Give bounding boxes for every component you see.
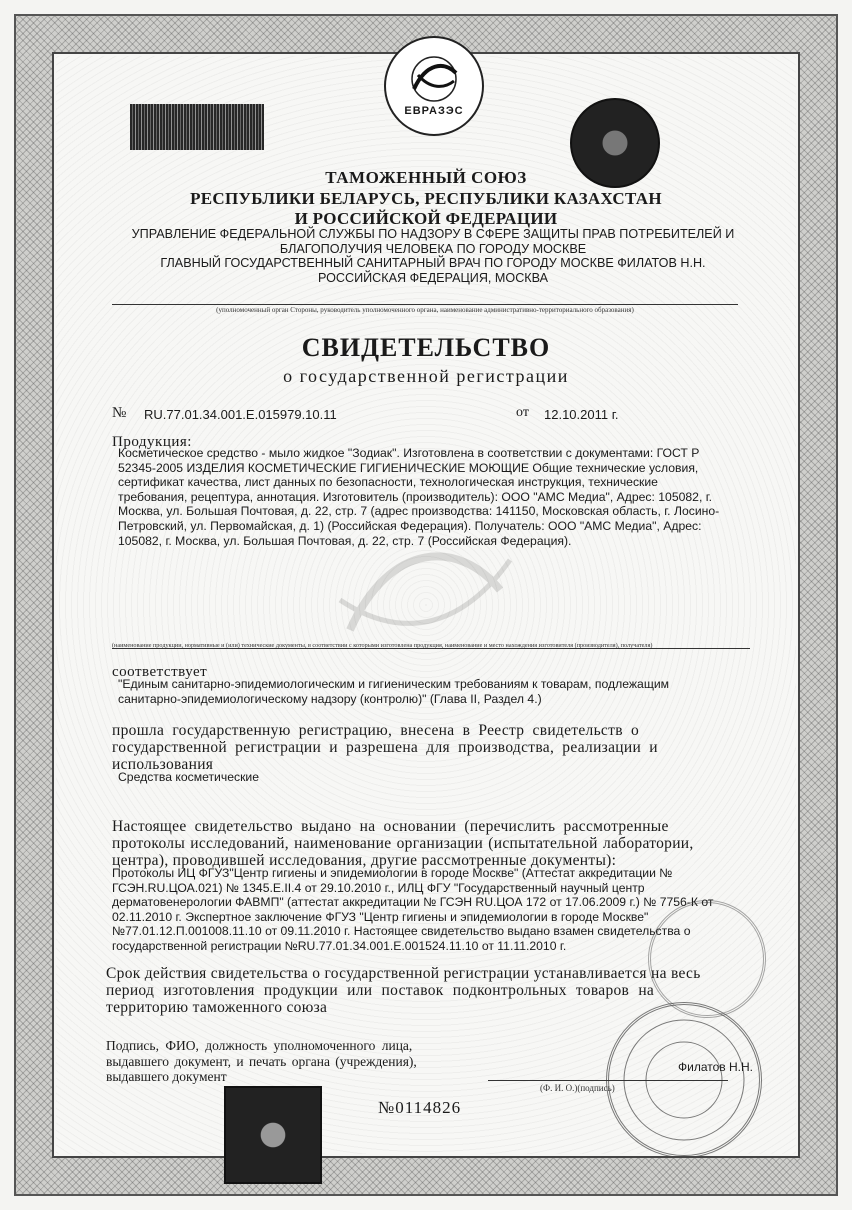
registry-line: государственной регистрации и разрешена для производства, реализации и [112,739,658,756]
date-label: от [516,405,529,420]
registry-line: прошла государственную регистрацию, внесена в Реестр свидетельств о [112,722,640,739]
conformity-line: санитарно-эпидемиологическому надзору (контролю)" (Глава II, Раздел 4.) [118,691,542,706]
product-description [118,446,758,548]
registry-line: использования [112,756,214,773]
basis-detail-line: №77.01.12.П.001008.11.10 от 09.11.2010 г. Настоящее свидетельство выдано взамен свидетельства о [112,924,691,939]
authority-line-4: РОССИЙСКАЯ ФЕДЕРАЦИЯ, МОСКВА [317,270,549,285]
authority-underline [112,304,738,305]
signature-caption [106,1038,486,1085]
signature-caption-line: Подпись, ФИО, должность уполномоченного лица, [106,1038,413,1053]
product-label: Продукция: [112,434,192,450]
signatory-name: Филатов Н.Н. [678,1060,753,1074]
conformity-label: соответствует [112,664,208,680]
basis-line: протоколы исследований, наименование организации (испытательной лаборатории, [112,835,694,852]
usage-field: Средства косметические [118,770,260,784]
validity-line: территорию таможенного союза [106,999,328,1016]
union-title: ТАМОЖЕННЫЙ СОЮЗ [325,168,527,187]
product-line: 105082, г. Москва, ул. Большая Почтовая, д. 22, стр. 7 (Российская Федерация). [118,533,572,548]
basis-detail-line: 02.11.2010 г. Экспертное заключение ФГУЗ "Центр гигиены и эпидемиологии в городе Москве" [112,909,649,924]
fio-caption: (Ф. И. О.)(подпись) [540,1083,615,1093]
authority-caption: (уполномоченный орган Стороны, руководитель уполномоченного органа, наименование административно-территориального образования) [216,306,634,314]
basis-detail-line: ГСЭН.RU.ЦОА.021) № 1345.Е.II.4 от 29.10.2010 г., ИЛЦ ФГУ "Государственный научный центр [112,880,645,895]
registry-statement [112,722,756,773]
conformity-line: "Единым санитарно-эпидемиологическим и гигиеническим требованиям к товарам, подлежащим [118,677,670,691]
hologram-seal-bottom [224,1086,322,1184]
authority-line-2: БЛАГОПОЛУЧИЯ ЧЕЛОВЕКА ПО ГОРОДУ МОСКВЕ [279,241,587,256]
signature-caption-line: выдавшего документ [106,1069,227,1084]
countries-line-1: РЕСПУБЛИКИ БЕЛАРУСЬ, РЕСПУБЛИКИ КАЗАХСТАН [190,189,662,208]
basis-line: Настоящее свидетельство выдано на основании (перечислить рассмотренные [112,818,669,835]
countries-line-2: И РОССИЙСКОЙ ФЕДЕРАЦИИ [294,209,558,228]
authority-line-1: УПРАВЛЕНИЕ ФЕДЕРАЛЬНОЙ СЛУЖБЫ ПО НАДЗОРУ В СФЕРЕ ЗАЩИТЫ ПРАВ ПОТРЕБИТЕЛЕЙ И [131,227,735,241]
product-line: требования, рецептура, аннотация. Изготовитель (производитель): ООО "АМС Медиа", Адрес: 105082, г. [118,489,713,504]
document-title: СВИДЕТЕЛЬСТВО [301,333,551,362]
registration-number: RU.77.01.34.001.Е.015979.10.11 [144,407,337,422]
basis-detail-line: государственной регистрации №RU.77.01.34.001.Е.001524.11.10 от 11.11.2010 г. [112,938,567,953]
serial-number: №0114826 [378,1098,462,1117]
product-line: Москва, ул. Большая Почтовая, д. 22, стр. 7 (адрес производства: 141150, Московская область, г. Лосино- [118,504,720,519]
emblem-label: ЕВРАЗЭС [404,105,464,117]
validity-line: Срок действия свидетельства о государственной регистрации устанавливается на весь [106,965,701,982]
product-line: Петровский, ул. Первомайская, д. 1) (Российская Федерация). Получатель: ООО "АМС Медиа", Адрес: [118,518,702,533]
basis-detail-line: дерматовенерологии ФАВМП" (аттестат аккредитации № ГСЭН RU.ЦОА 172 от 17.06.2009 г.) № 7756-К от [112,895,714,910]
emblem-swoosh-icon [404,55,464,103]
document-subtitle: о государственной регистрации [283,366,569,386]
signature-line [488,1080,728,1081]
authority-line-3: ГЛАВНЫЙ ГОСУДАРСТВЕННЫЙ САНИТАРНЫЙ ВРАЧ ПО ГОРОДУ МОСКВЕ ФИЛАТОВ Н.Н. [160,256,706,270]
signature-caption-line: выдавшего документ, и печать органа (учреждения), [106,1053,417,1069]
basis-line: центра), проводившей исследования, другие рассмотренные документы): [112,852,617,869]
basis-detail-line: Протоколы ИЦ ФГУЗ"Центр гигиены и эпидемиологии в городе Москве" (Аттестат аккредитации № [112,866,673,880]
product-caption: (наименование продукции, нормативные и (или) технические документы, в соответствии с которыми изготовлена продукция, наименование и место нахождения изготовителя (производителя), получателя) [112,642,653,649]
validity-line: период изготовления продукции или поставок подконтрольных товаров на [106,982,655,999]
basis-statement [112,818,756,869]
conformity-requirements [118,677,758,706]
product-line: 52345-2005 ИЗДЕЛИЯ КОСМЕТИЧЕСКИЕ ГИГИЕНИЧЕСКИЕ МОЮЩИЕ Общие технические условия, [118,460,699,475]
registration-date: 12.10.2011 г. [544,407,619,422]
number-label: № [112,405,127,421]
product-line: сертификат качества, лист данных по безопасности, технологическая инструкция, технические [118,475,658,490]
eurasec-emblem [384,36,484,136]
security-barcode [130,104,264,150]
product-line: Косметическое средство - мыло жидкое "Зодиак". Изготовлена в соответствии с документами: ГОСТ Р [118,446,700,460]
